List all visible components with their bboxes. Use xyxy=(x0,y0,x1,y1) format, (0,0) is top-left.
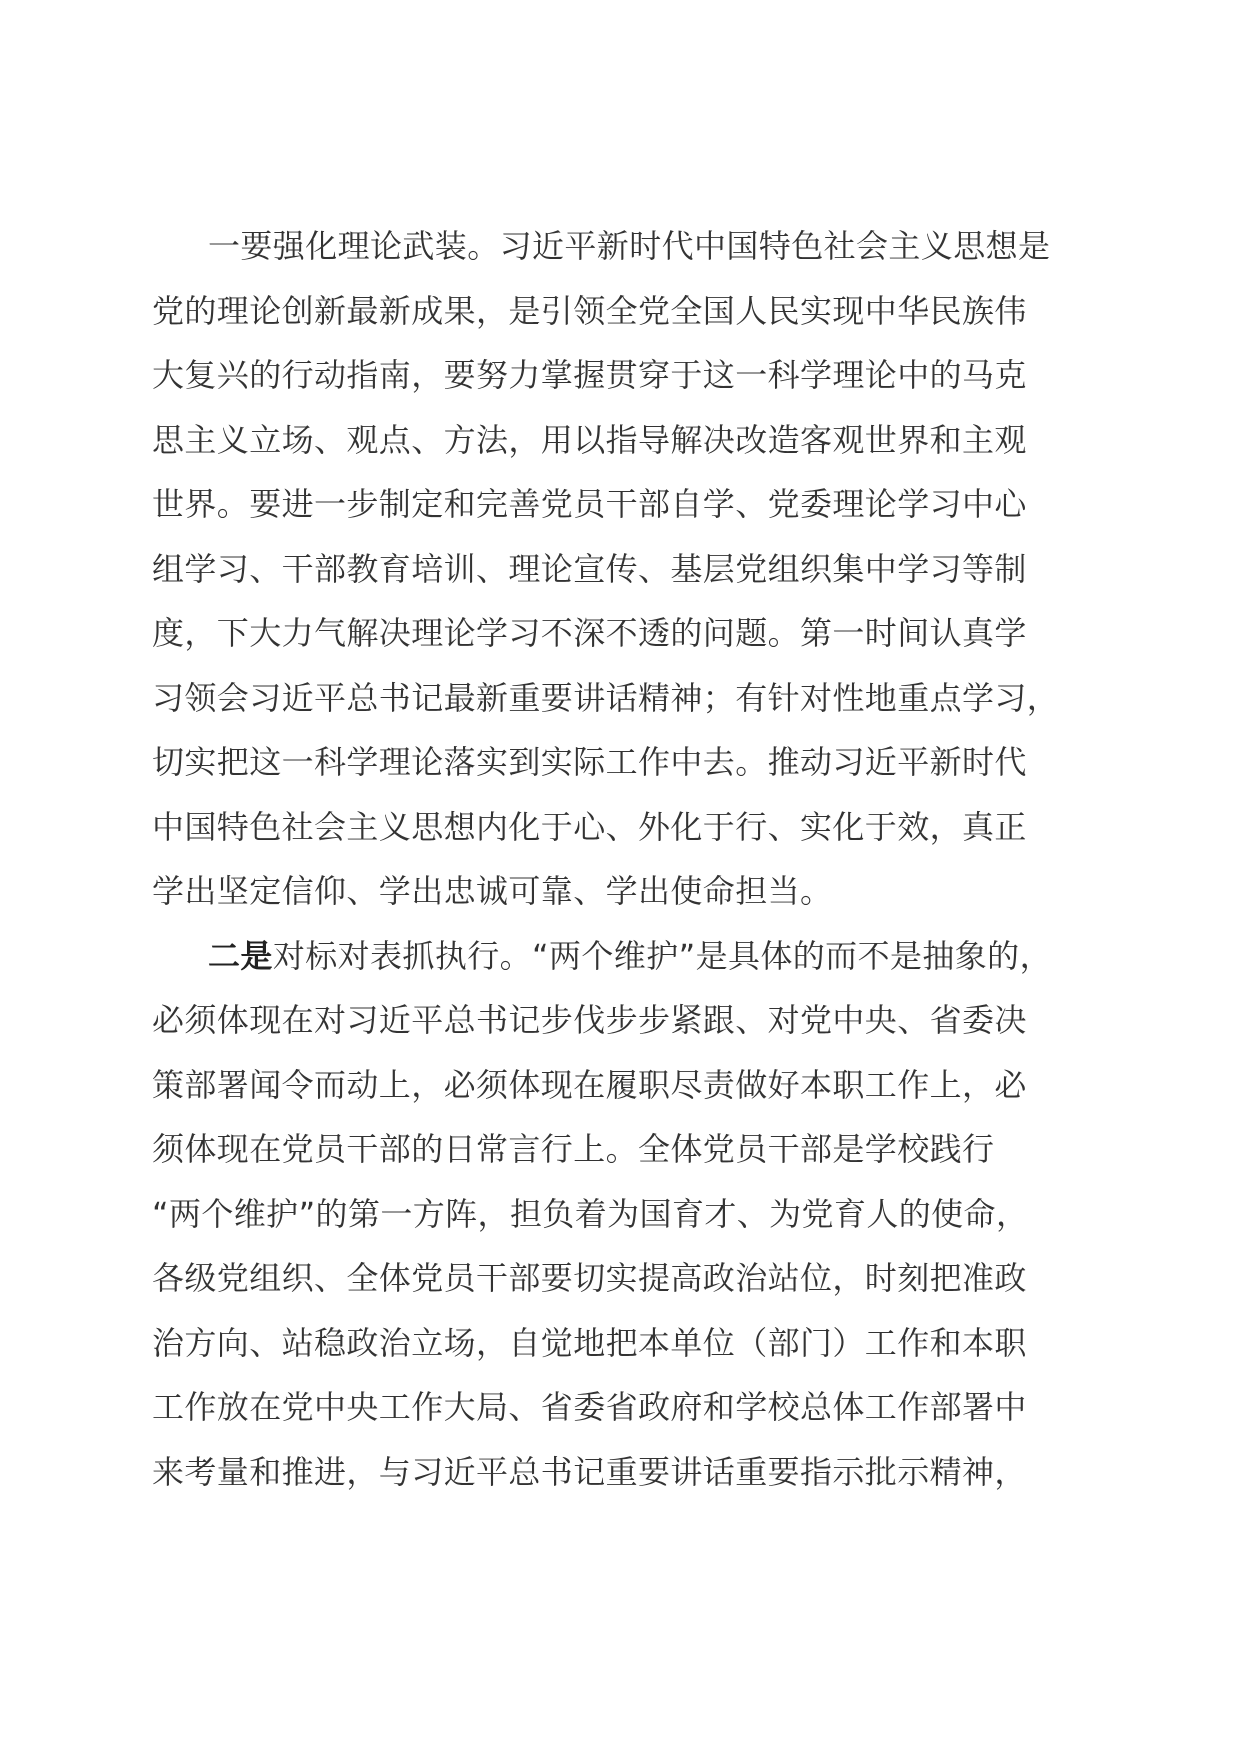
paragraph-1-line: 习领会习近平总书记最新重要讲话精神；有针对性地重点学习， xyxy=(152,678,1060,717)
document-body xyxy=(152,214,1102,1504)
paragraph-2-lead: 二是 xyxy=(208,936,273,975)
paragraph-2-line: 治方向、站稳政治立场，自觉地把本单位（部门）工作和本职 xyxy=(152,1323,1027,1362)
paragraph-2-first-line-text: 对标对表抓执行。“两个维护”是具体的而不是抽象的， xyxy=(272,936,1052,975)
paragraph-2-line: 工作放在党中央工作大局、省委省政府和学校总体工作部署中 xyxy=(152,1388,1027,1426)
paragraph-2-line: 各级党组织、全体党员干部要切实提高政治站位，时刻把准政 xyxy=(152,1259,1027,1297)
paragraph-1-line: 中国特色社会主义思想内化于心、外化于行、实化于效，真正 xyxy=(152,807,1027,846)
paragraph-1-line: 组学习、干部教育培训、理论宣传、基层党组织集中学习等制 xyxy=(152,549,1027,588)
paragraph-2-line: 来考量和推进，与习近平总书记重要讲话重要指示批示精神， xyxy=(152,1452,1027,1491)
paragraph-1-line: 党的理论创新最新成果，是引领全党全国人民实现中华民族伟 xyxy=(152,291,1027,330)
paragraph-2-line: 策部署闻令而动上，必须体现在履职尽责做好本职工作上，必 xyxy=(152,1065,1027,1104)
paragraph-1-line: 度，下大力气解决理论学习不深不透的问题。第一时间认真学 xyxy=(152,614,1027,652)
paragraph-2-line: “两个维护”的第一方阵，担负着为国育才、为党育人的使命， xyxy=(152,1194,1029,1233)
paragraph-2-line: 须体现在党员干部的日常言行上。全体党员干部是学校践行 xyxy=(152,1130,995,1168)
paragraph-1-line: 世界。要进一步制定和完善党员干部自学、党委理论学习中心 xyxy=(152,485,1027,523)
paragraph-1 xyxy=(152,214,1102,924)
paragraph-2 xyxy=(152,924,1102,1505)
paragraph-1-line: 一要强化理论武装。习近平新时代中国特色社会主义思想是 xyxy=(208,227,1051,265)
paragraph-1-line: 学出坚定信仰、学出忠诚可靠、学出使命担当。 xyxy=(152,872,833,910)
paragraph-2-line: 必须体现在对习近平总书记步伐步步紧跟、对党中央、省委决 xyxy=(152,1001,1027,1039)
paragraph-2-first-line xyxy=(152,924,1102,989)
paragraph-1-line: 切实把这一科学理论落实到实际工作中去。推动习近平新时代 xyxy=(152,743,1027,781)
paragraph-1-line: 思主义立场、观点、方法，用以指导解决改造客观世界和主观 xyxy=(152,420,1027,459)
paragraph-1-line: 大复兴的行动指南，要努力掌握贯穿于这一科学理论中的马克 xyxy=(152,356,1027,394)
